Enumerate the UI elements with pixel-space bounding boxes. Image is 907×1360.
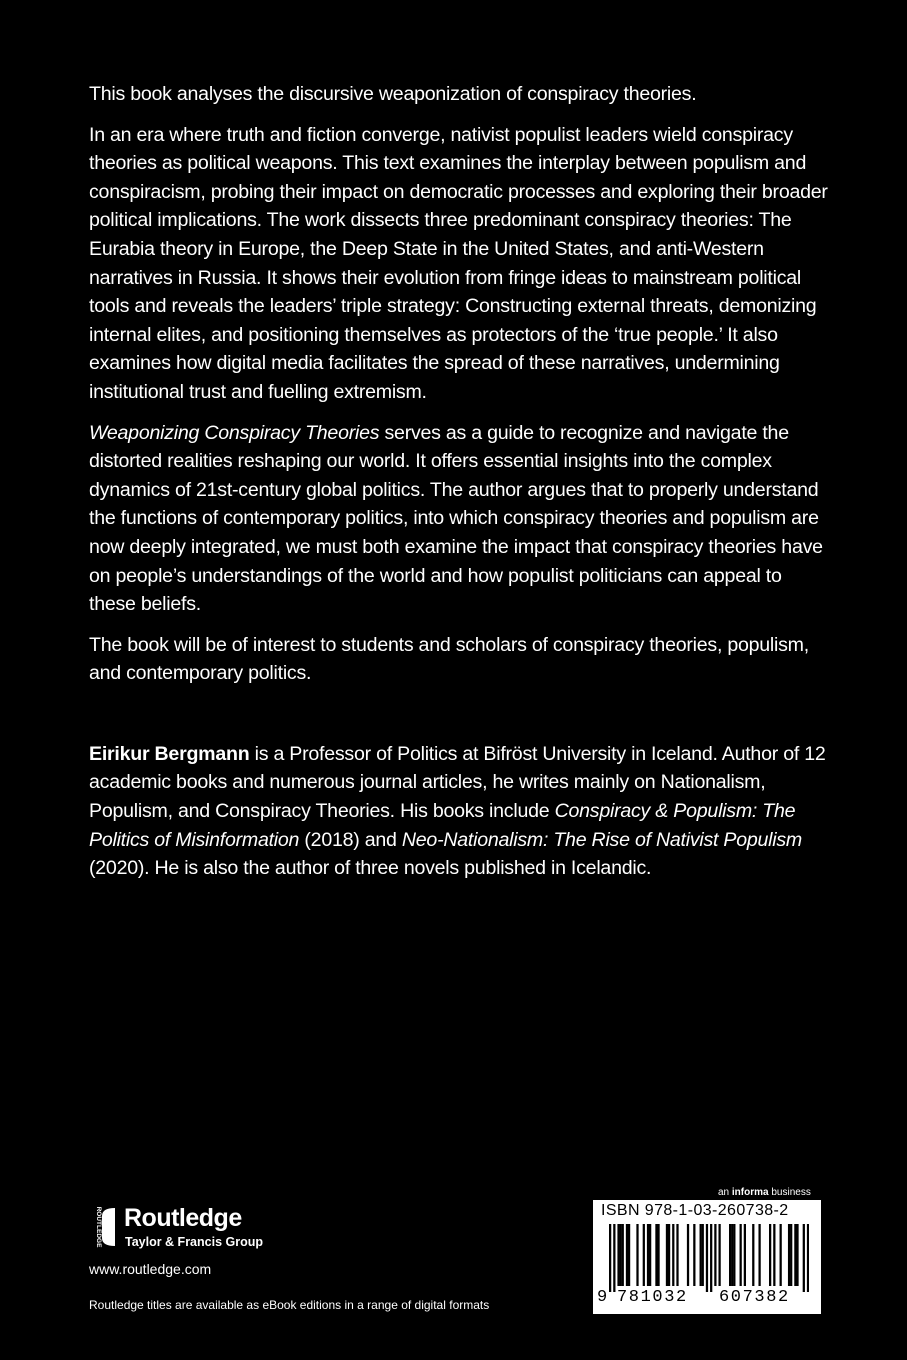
- blurb-paragraph-3: [89, 419, 829, 619]
- barcode-bar: [731, 1224, 733, 1286]
- barcode-bar: [714, 1224, 716, 1286]
- barcode-bar: [700, 1224, 702, 1286]
- barcode-bar: [676, 1224, 678, 1286]
- routledge-mark-icon: [89, 1202, 115, 1252]
- barcode-bar: [617, 1224, 619, 1286]
- barcode-bar: [620, 1224, 622, 1286]
- barcode-bar: [626, 1224, 628, 1286]
- blurb-paragraph-4: The book will be of interest to students and scholars of conspiracy theories, populism, and contemporary politics.: [89, 633, 809, 685]
- back-cover-blurb: [89, 80, 829, 895]
- barcode-bar: [643, 1224, 645, 1286]
- barcode-bar: [622, 1224, 624, 1286]
- barcode-bar: [702, 1224, 704, 1286]
- barcode-bar: [796, 1224, 798, 1286]
- barcode-bar: [718, 1224, 720, 1286]
- barcode-bar: [773, 1224, 775, 1286]
- barcode-digits: [597, 1288, 817, 1307]
- barcode-bar: [666, 1224, 668, 1286]
- blurb-paragraph-3-text: serves as a guide to recognize and navigate the distorted realities reshaping our world. It offers essential insights into the complex dynamics of 21st-century global politics. The author argues that to properly understand the functions of contemporary politics, into which conspiracy theories and populism are now deeply integrated, we must both examine the impact that conspiracy theories have on people’s understandings of the world and how populist politicians can appeal to these beliefs.: [89, 421, 823, 616]
- barcode-bar: [803, 1224, 805, 1292]
- publisher-website[interactable]: www.routledge.com: [89, 1261, 212, 1277]
- barcode-bar: [788, 1224, 790, 1286]
- informa-prefix: an: [718, 1187, 732, 1198]
- isbn-label: ISBN 978-1-03-260738-2: [601, 1202, 789, 1219]
- barcode-bar: [649, 1224, 651, 1286]
- routledge-mark-text: ROUTLEDGE: [95, 1206, 102, 1248]
- blurb-paragraph-2: In an era where truth and fiction converge, nativist populist leaders wield conspiracy theories as political weapons. This text examines the interplay between populism and conspiracism, probing their impact on democratic processes and exploring their broader political implications. The work dissects three predominant conspiracy theories: The Eurabia theory in Europe, the Deep State in the United States, and anti-Western narratives in Russia. It shows their evolution from fringe ideas to mainstream political tools and reveals the leaders’ triple strategy: Constructing external threats, demonizing internal elites, and positioning themselves as protectors of the ‘true people.’ It also examines how digital media facilitates the spread of these narratives, undermining institutional trust and fuelling extremism.: [89, 123, 828, 403]
- barcode-bar: [790, 1224, 792, 1286]
- barcode-digit-first: 9: [597, 1288, 609, 1307]
- ebook-note: Routledge titles are available as eBook editions in a range of digital formats: [89, 1298, 490, 1312]
- barcode-bar: [744, 1224, 746, 1286]
- author-bio: [89, 740, 829, 883]
- barcode-bar: [609, 1224, 611, 1292]
- barcode-bar: [628, 1224, 630, 1286]
- barcode-bar: [794, 1224, 796, 1286]
- blurb-paragraph-1: This book analyses the discursive weaponization of conspiracy theories.: [89, 83, 697, 105]
- barcode-bar: [647, 1224, 649, 1286]
- publisher-name: Routledge: [124, 1204, 242, 1232]
- barcode-bar: [733, 1224, 735, 1286]
- book-title-italic: Weaponizing Conspiracy Theories: [89, 421, 380, 444]
- author-name: Eirikur Bergmann: [89, 742, 250, 765]
- barcode-bar: [769, 1224, 771, 1286]
- barcode-bar: [780, 1224, 782, 1286]
- informa-suffix: business: [768, 1187, 811, 1198]
- isbn-barcode: [593, 1200, 821, 1314]
- barcode-bar: [740, 1224, 742, 1286]
- barcode-bars: [609, 1224, 809, 1292]
- barcode-bar: [613, 1224, 615, 1292]
- barcode-bar: [672, 1224, 674, 1286]
- bio-text-2: (2018) and: [299, 828, 402, 851]
- barcode-bar: [752, 1224, 754, 1286]
- barcode-digits-right: 607382: [719, 1288, 790, 1307]
- barcode-bar: [710, 1224, 712, 1292]
- bio-book-2: Neo-Nationalism: The Rise of Nativist Populism: [401, 828, 802, 851]
- barcode-bar: [706, 1224, 708, 1292]
- barcode-bar: [655, 1224, 657, 1286]
- barcode-digits-left: 781032: [617, 1288, 688, 1307]
- bio-text-1: is a Professor of Politics at Bifröst University in Iceland. Author of 12 academic books and numerous journal articles, he writes mainly on Nationalism, Populism, and Conspiracy Theories. His books include: [89, 742, 826, 823]
- barcode-bar: [687, 1224, 689, 1286]
- informa-brand: informa: [731, 1187, 769, 1198]
- barcode-bar: [758, 1224, 760, 1286]
- barcode-bar: [636, 1224, 638, 1286]
- bio-book-1: Conspiracy & Populism: The Politics of Misinformation: [89, 800, 796, 851]
- barcode-bar: [729, 1224, 731, 1286]
- barcode-bar: [668, 1224, 670, 1286]
- barcode-bar: [693, 1224, 695, 1286]
- barcode-bar: [807, 1224, 809, 1292]
- barcode-bar: [657, 1224, 659, 1286]
- publisher-group: Taylor & Francis Group: [125, 1235, 263, 1249]
- bio-text-3: (2020). He is also the author of three novels published in Icelandic.: [89, 857, 652, 880]
- informa-tagline: [718, 1187, 811, 1198]
